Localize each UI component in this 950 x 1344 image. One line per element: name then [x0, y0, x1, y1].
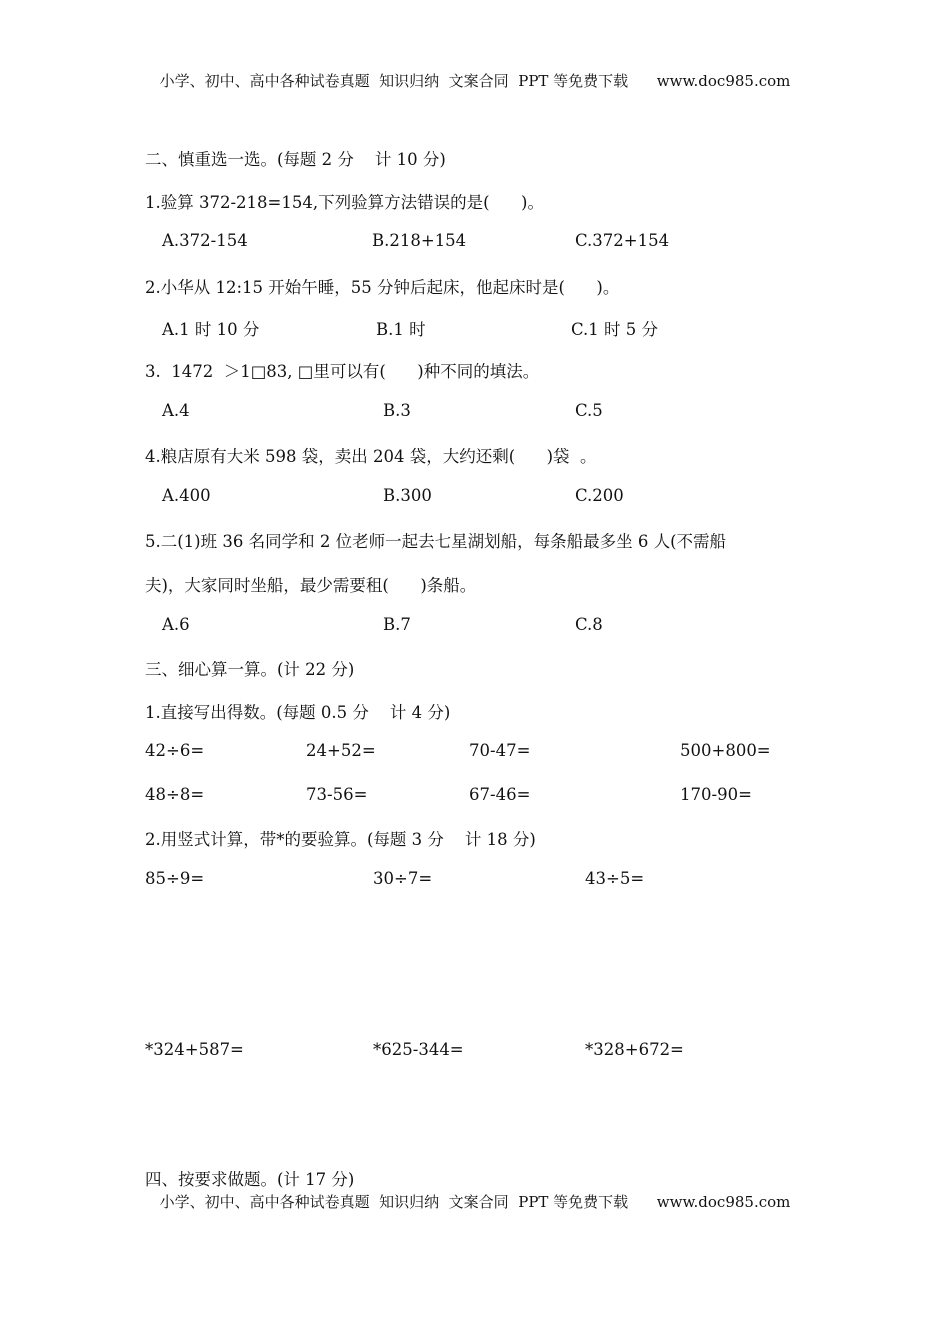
- vertical-calc-item: *324+587=: [145, 1040, 244, 1059]
- q4-option-b: B.300: [383, 486, 432, 505]
- q1-option-b: B.218+154: [372, 231, 467, 250]
- q5-option-b: B.7: [383, 615, 411, 634]
- section-4-title: 四、按要求做题。(计 17 分): [145, 1170, 355, 1189]
- section-2-title: 二、慎重选一选。(每题 2 分 计 10 分): [145, 150, 446, 169]
- vertical-calc-item: 85÷9=: [145, 869, 205, 888]
- question-5-line-2: 夫)，大家同时坐船，最少需要租( )条船。: [145, 576, 477, 595]
- vertical-calc-item: *328+672=: [585, 1040, 684, 1059]
- q4-option-a: A.400: [162, 486, 211, 505]
- q1-option-a: A.372-154: [162, 231, 248, 250]
- oral-calc-item: 48÷8=: [145, 785, 205, 804]
- oral-calc-item: 67-46=: [469, 785, 531, 804]
- section-3-title: 三、细心算一算。(计 22 分): [145, 660, 355, 679]
- part-2-title: 2.用竖式计算，带*的要验算。(每题 3 分 计 18 分): [145, 830, 536, 849]
- q2-option-b: B.1 时: [376, 320, 426, 339]
- oral-calc-item: 24+52=: [306, 741, 376, 760]
- q3-option-b: B.3: [383, 401, 411, 420]
- q3-option-a: A.4: [162, 401, 190, 420]
- q1-option-c: C.372+154: [575, 231, 670, 250]
- vertical-calc-item: 43÷5=: [585, 869, 645, 888]
- oral-calc-item: 42÷6=: [145, 741, 205, 760]
- question-5-line-1: 5.二(1)班 36 名同学和 2 位老师一起去七星湖划船，每条船最多坐 6 人(不需船: [145, 532, 727, 551]
- q3-option-c: C.5: [575, 401, 603, 420]
- part-1-title: 1.直接写出得数。(每题 0.5 分 计 4 分): [145, 703, 451, 722]
- q2-option-a: A.1 时 10 分: [162, 320, 260, 339]
- q5-option-c: C.8: [575, 615, 603, 634]
- page-footer: 小学、初中、高中各种试卷真题 知识归纳 文案合同 PPT 等免费下载 www.doc985.com: [159, 1193, 791, 1211]
- question-2: 2.小华从 12:15 开始午睡，55 分钟后起床，他起床时是( )。: [145, 278, 620, 297]
- q5-option-a: A.6: [162, 615, 190, 634]
- vertical-calc-item: *625-344=: [373, 1040, 464, 1059]
- question-4: 4.粮店原有大米 598 袋，卖出 204 袋，大约还剩( )袋 。: [145, 447, 597, 466]
- oral-calc-item: 170-90=: [680, 785, 752, 804]
- oral-calc-item: 70-47=: [469, 741, 531, 760]
- question-1: 1.验算 372-218=154,下列验算方法错误的是( )。: [145, 193, 544, 212]
- q2-option-c: C.1 时 5 分: [571, 320, 659, 339]
- question-3: 3. 1472 ＞1□83, □里可以有( )种不同的填法。: [145, 362, 540, 381]
- vertical-calc-item: 30÷7=: [373, 869, 433, 888]
- oral-calc-item: 500+800=: [680, 741, 771, 760]
- q4-option-c: C.200: [575, 486, 624, 505]
- oral-calc-item: 73-56=: [306, 785, 368, 804]
- page-header: 小学、初中、高中各种试卷真题 知识归纳 文案合同 PPT 等免费下载 www.doc985.com: [159, 72, 791, 90]
